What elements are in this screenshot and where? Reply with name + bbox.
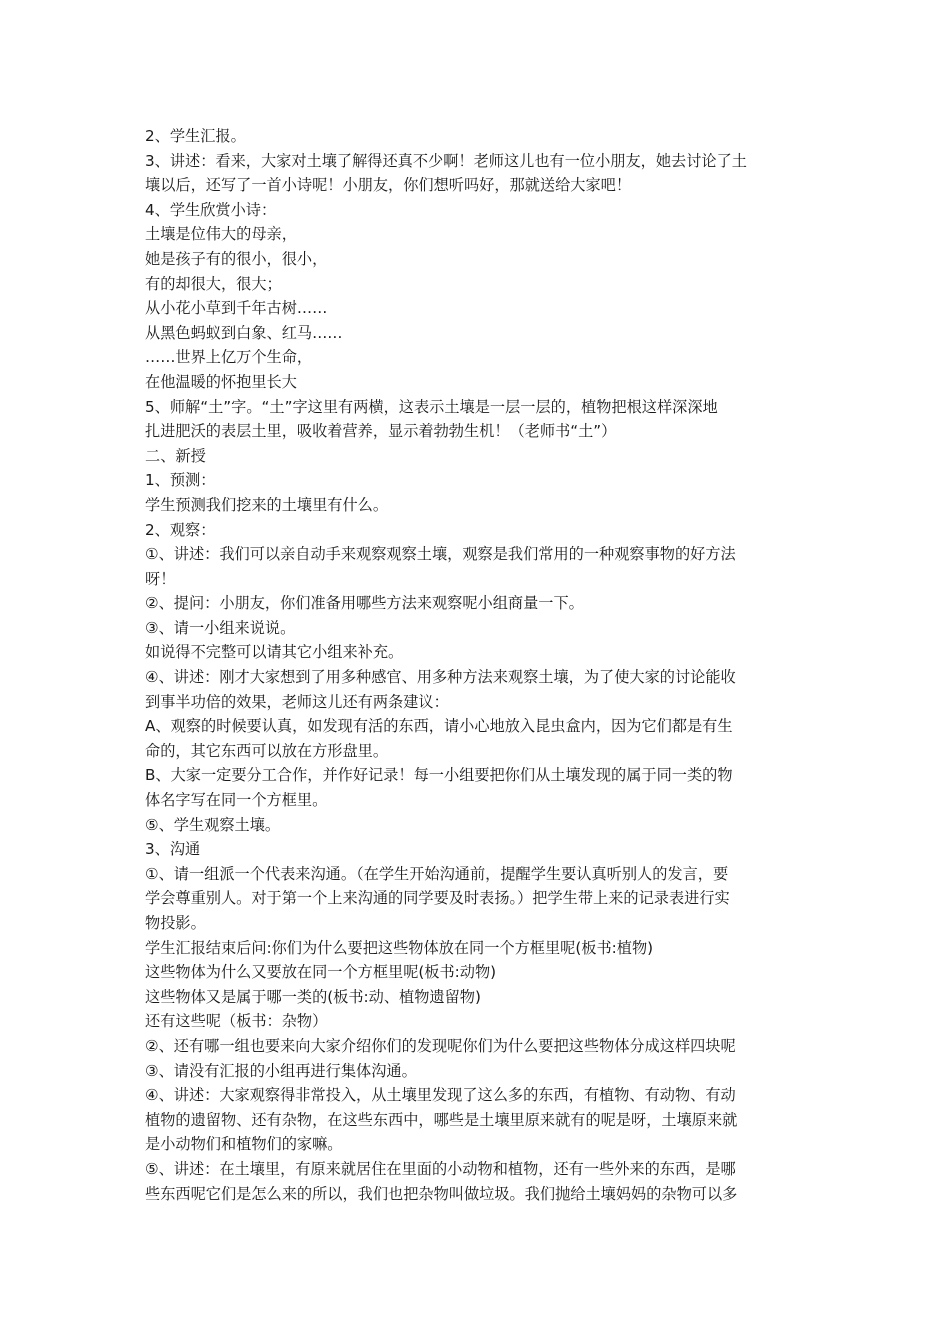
poem-line: 从小花小草到千年古树……: [145, 299, 328, 318]
text-line: ③、请一小组来说说。: [145, 618, 296, 637]
text-line: 学会尊重别人。对于第一个上来沟通的同学要及时表扬。）把学生带上来的记录表进行实: [145, 889, 730, 908]
text-line: ⑤、学生观察土壤。: [145, 815, 281, 834]
text-line: ④、讲述：大家观察得非常投入，从土壤里发现了这么多的东西，有植物、有动物、有动: [145, 1086, 736, 1105]
text-line: ①、请一组派一个代表来沟通。（在学生开始沟通前，提醒学生要认真听别人的发言，要: [145, 864, 729, 883]
text-line: 这些物体又是属于哪一类的(板书:动、植物遗留物): [145, 987, 481, 1006]
poem-line: 她是孩子有的很小，很小，: [145, 249, 328, 268]
text-line: 2、观察：: [145, 520, 216, 539]
text-line: 5、师解“土”字。“土”字这里有两横，这表示土壤是一层一层的，植物把根这样深深地: [145, 397, 718, 416]
text-line: 命的，其它东西可以放在方形盘里。: [145, 741, 388, 760]
text-line: 3、讲述：看来，大家对土壤了解得还真不少啊！老师这儿也有一位小朋友，她去讨论了土: [145, 151, 747, 170]
text-line: 学生汇报结束后问:你们为什么要把这些物体放在同一个方框里呢(板书:植物): [145, 938, 654, 957]
section-heading: 二、新授: [145, 446, 206, 465]
text-line: 植物的遗留物、还有杂物，在这些东西中，哪些是土壤里原来就有的呢是呀，土壤原来就: [145, 1110, 738, 1129]
text-line: 学生预测我们挖来的土壤里有什么。: [145, 495, 388, 514]
poem-line: ……世界上亿万个生命，: [145, 348, 313, 367]
text-line: 些东西呢它们是怎么来的所以，我们也把杂物叫做垃圾。我们抛给土壤妈妈的杂物可以多: [145, 1184, 738, 1203]
text-line: 这些物体为什么又要放在同一个方框里呢(板书:动物): [145, 963, 497, 982]
text-line: ③、请没有汇报的小组再进行集体沟通。: [145, 1061, 417, 1080]
text-line: 物投影。: [145, 914, 206, 932]
text-line: 如说得不完整可以请其它小组来补充。: [145, 643, 404, 662]
text-line: 4、学生欣赏小诗：: [145, 200, 277, 219]
text-line: 呀！: [145, 569, 176, 588]
text-line: 1、预测：: [145, 471, 216, 490]
text-line: 壤以后，还写了一首小诗呢！小朋友，你们想听吗好，那就送给大家吧！: [145, 176, 631, 195]
text-line: A、观察的时候要认真，如发现有活的东西，请小心地放入昆虫盒内，因为它们都是有生: [145, 717, 733, 736]
document-body: [145, 124, 810, 1206]
text-line: 到事半功倍的效果，老师这儿还有两条建议：: [145, 692, 449, 711]
text-line: ②、还有哪一组也要来向大家介绍你们的发现呢你们为什么要把这些物体分成这样四块呢: [145, 1036, 736, 1055]
text-line: B、大家一定要分工合作，并作好记录！每一小组要把你们从土壤发现的属于同一类的物: [145, 766, 733, 785]
poem-line: 在他温暖的怀抱里长大: [145, 372, 297, 391]
text-line: ①、讲述：我们可以亲自动手来观察观察土壤，观察是我们常用的一种观察事物的好方法: [145, 545, 736, 564]
text-line: 还有这些呢（板书：杂物）: [145, 1012, 328, 1031]
poem-line: 从黑色蚂蚁到白象、红马……: [145, 323, 343, 342]
text-line: 3、沟通: [145, 840, 201, 859]
text-line: 体名字写在同一个方框里。: [145, 791, 328, 810]
poem-line: 有的却很大，很大；: [145, 274, 282, 293]
text-line: 是小动物们和植物们的家嘛。: [145, 1135, 343, 1154]
poem-line: 土壤是位伟大的母亲，: [145, 225, 297, 244]
text-line: ④、讲述：刚才大家想到了用多种感官、用多种方法来观察土壤，为了使大家的讨论能收: [145, 668, 736, 687]
text-line: 2、学生汇报。: [145, 127, 246, 145]
text-line: ⑤、讲述：在土壤里，有原来就居住在里面的小动物和植物，还有一些外来的东西，是哪: [145, 1159, 736, 1178]
text-line: 扎进肥沃的表层土里，吸收着营养，显示着勃勃生机！（老师书“土”）: [145, 422, 617, 441]
text-line: ②、提问：小朋友，你们准备用哪些方法来观察呢小组商量一下。: [145, 594, 584, 613]
